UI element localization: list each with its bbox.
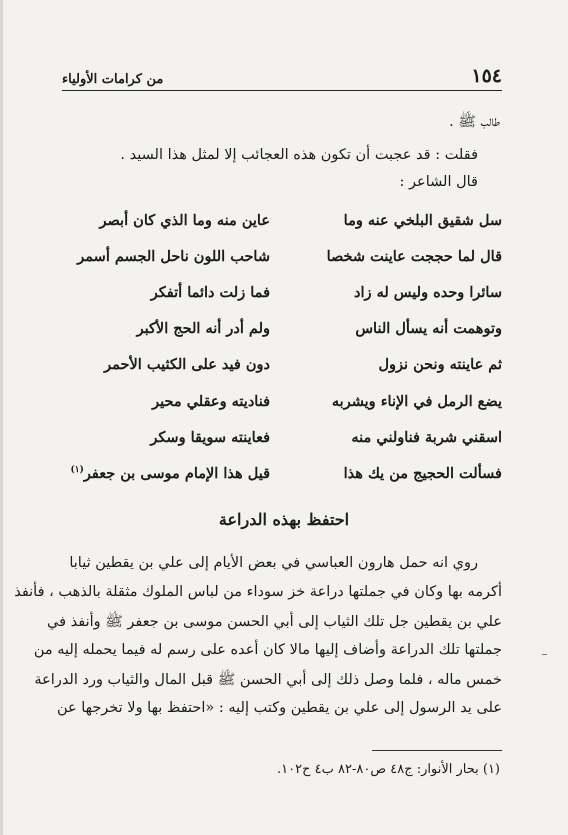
prose-line: فقلت : قد عجبت أن تكون هذه العجائب إلا لمثل هذا السيد . <box>120 147 478 163</box>
first-hemistich: اسقني شربة فناولني منه <box>351 428 502 446</box>
second-hemistich: ولم أدر أنه الحج الأكبر <box>136 320 270 338</box>
section-heading: احتفظ بهذه الدراعة <box>218 510 350 529</box>
verse-row <box>58 311 502 347</box>
first-hemistich: سائرا وحده وليس له زاد <box>354 283 502 301</box>
hemistich-text: قيل هذا الإمام موسى بن جعفر <box>83 464 270 482</box>
scan-mark <box>542 654 547 655</box>
first-hemistich: ثم عاينته ونحن نزول <box>378 356 502 374</box>
footnote-separator <box>372 750 502 751</box>
page-header <box>62 63 502 91</box>
second-hemistich: فناديته وعقلي محير <box>152 392 270 410</box>
footnote-marker: (١) <box>70 465 84 476</box>
prose-line: قال الشاعر : <box>399 174 478 190</box>
verse-row <box>58 383 502 419</box>
first-hemistich: سل شقيق البلخي عنه وما <box>343 211 502 229</box>
verse-row <box>58 347 502 383</box>
running-title: من كرامات الأولياء <box>62 72 164 87</box>
second-hemistich: فما زلت دائما أتفكر <box>150 283 270 301</box>
second-hemistich: شاحب اللون ناحل الجسم أسمر <box>77 247 270 265</box>
second-hemistich: دون فيد على الكثيب الأحمر <box>104 356 270 374</box>
paragraph-line: أكرمه بها وكان في جملتها دراعة خز سوداء من لباس الملوك مثقلة بالذهب ، فأنفذ <box>14 584 502 600</box>
paragraph-line: خمس ماله ، فلما وصل ذلك إلى أبي الحسن ﷺ قبل المال والثياب ورد الدراعة <box>34 672 502 688</box>
paragraph-line: علي بن يقطين جل تلك الثياب إلى أبي الحسن موسى بن جعفر ﷺ وأنفذ في <box>47 614 502 630</box>
verse-row <box>58 419 502 455</box>
second-hemistich: فعاينته سويقا وسكر <box>150 428 270 446</box>
paragraph-line: على يد الرسول إلى علي بن يقطين وكتب إليه : «احتفظ بها ولا تخرجها عن <box>56 700 502 716</box>
first-hemistich: فسألت الحجيج من يك هذا <box>343 464 502 482</box>
first-hemistich: وتوهمت أنه يسأل الناس <box>355 320 502 338</box>
paragraph-line: روي انه حمل هارون العباسي في بعض الأيام إلى علي بن يقطين ثيابا <box>69 555 478 571</box>
poem <box>58 202 502 492</box>
second-hemistich: عاين منه وما الذي كان أبصر <box>99 211 270 229</box>
page-number: ١٥٤ <box>471 65 502 87</box>
verse-row <box>58 202 502 238</box>
footnote: (١) بحار الأنوار: ج٤٨ ص٨٠-٨٢ ب٤ ح١٠٢. <box>277 762 500 777</box>
first-hemistich: قال لما حججت عاينت شخصا <box>326 247 502 265</box>
second-hemistich <box>58 465 270 482</box>
verse-row <box>58 455 502 491</box>
verse-row <box>58 274 502 310</box>
first-hemistich: يضع الرمل في الإناء ويشربه <box>331 392 502 410</box>
prose-line: طالب ﷺ . <box>449 114 500 130</box>
paragraph-line: جملتها تلك الدراعة وأضاف إليها مالا كان أعده على رسم له فيما يحمله إليه من <box>33 642 502 658</box>
verse-row <box>58 238 502 274</box>
